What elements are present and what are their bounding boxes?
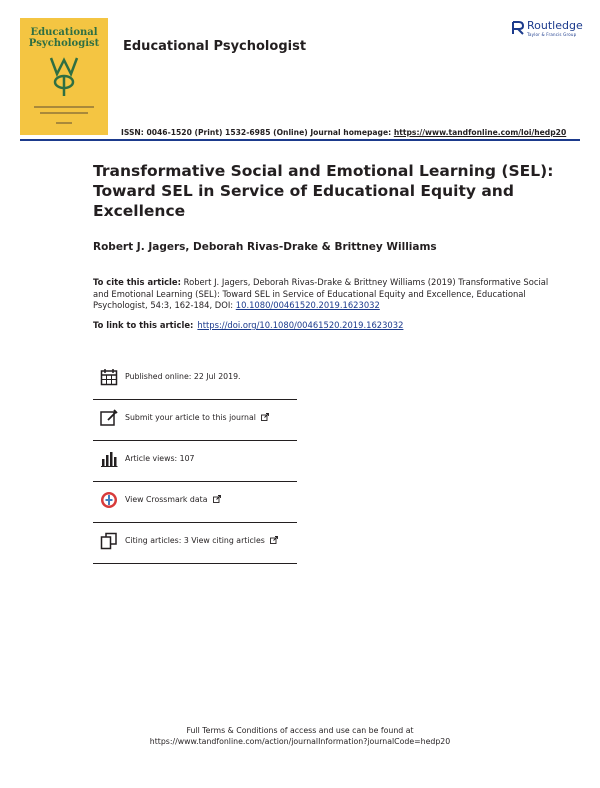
external-link-icon: [213, 495, 221, 503]
cover-text-line: [34, 106, 94, 108]
item-citing-articles[interactable]: [93, 524, 297, 564]
copy-icon: [100, 532, 118, 550]
journal-cover: [20, 18, 108, 135]
external-link-icon: [270, 536, 278, 544]
footer-terms: Full Terms & Conditions of access and use can be found at: [186, 726, 414, 735]
article-authors: Robert J. Jagers, Deborah Rivas-Drake & Brittney Williams: [93, 241, 437, 253]
article-views-text: Article views: 107: [125, 454, 195, 463]
routledge-logo-icon: [511, 20, 525, 36]
item-divider: [93, 481, 297, 482]
doi-link[interactable]: 10.1080/00461520.2019.1623032: [235, 300, 380, 310]
publisher-name: Routledge: [527, 19, 583, 32]
published-online-text: Published online: 22 Jul 2019.: [125, 372, 241, 381]
link-label: To link to this article:: [93, 320, 194, 330]
item-submit-article[interactable]: [93, 401, 297, 441]
calendar-icon: [100, 368, 118, 386]
item-published-online: [93, 360, 297, 400]
issn-line: [121, 128, 566, 137]
cover-text-line: [40, 112, 88, 114]
footer-terms-url[interactable]: https://www.tandfonline.com/action/journalInformation?journalCode=hedp20: [149, 737, 451, 746]
item-divider: [93, 563, 297, 564]
journal-homepage-link[interactable]: https://www.tandfonline.com/loi/hedp20: [393, 128, 567, 137]
cite-text: Robert J. Jagers, Deborah Rivas-Drake & Brittney Williams (2019) Transformative Social and Emotional Learning (SEL): Toward SEL in Service of Educational Equity and Excellence, Educational Psychologist, 54:3, 162-184, DOI:: [93, 277, 549, 310]
cite-label: To cite this article:: [93, 277, 181, 287]
article-doi-url[interactable]: https://doi.org/10.1080/00461520.2019.1623032: [197, 320, 404, 330]
external-link-icon: [261, 413, 269, 421]
item-crossmark[interactable]: [93, 483, 297, 523]
article-title: Transformative Social and Emotional Learning (SEL): Toward SEL in Service of Educational Equity and Excellence: [93, 162, 554, 220]
header-divider: [20, 139, 580, 141]
item-article-views: [93, 442, 297, 482]
crossmark-icon: [100, 491, 118, 509]
article-link-line: [93, 320, 403, 330]
journal-cover-logo: [47, 54, 81, 98]
issn-text: ISSN: 0046-1520 (Print) 1532-6985 (Online) Journal homepage:: [121, 128, 394, 137]
cover-publisher-mark: [56, 122, 72, 124]
item-divider: [93, 440, 297, 441]
item-divider: [93, 522, 297, 523]
item-divider: [93, 399, 297, 400]
journal-name: Educational Psychologist: [123, 39, 307, 54]
submit-article-text[interactable]: Submit your article to this journal: [125, 413, 269, 422]
crossmark-text[interactable]: View Crossmark data: [125, 495, 221, 504]
bar-chart-icon: [100, 450, 118, 468]
publisher-subtitle: Taylor & Francis Group: [527, 32, 577, 37]
cover-title: Educational Psychologist: [28, 27, 100, 49]
citing-articles-text[interactable]: Citing articles: 3 View citing articles: [125, 536, 278, 545]
edit-icon: [100, 409, 118, 427]
citation-block: [93, 277, 563, 312]
